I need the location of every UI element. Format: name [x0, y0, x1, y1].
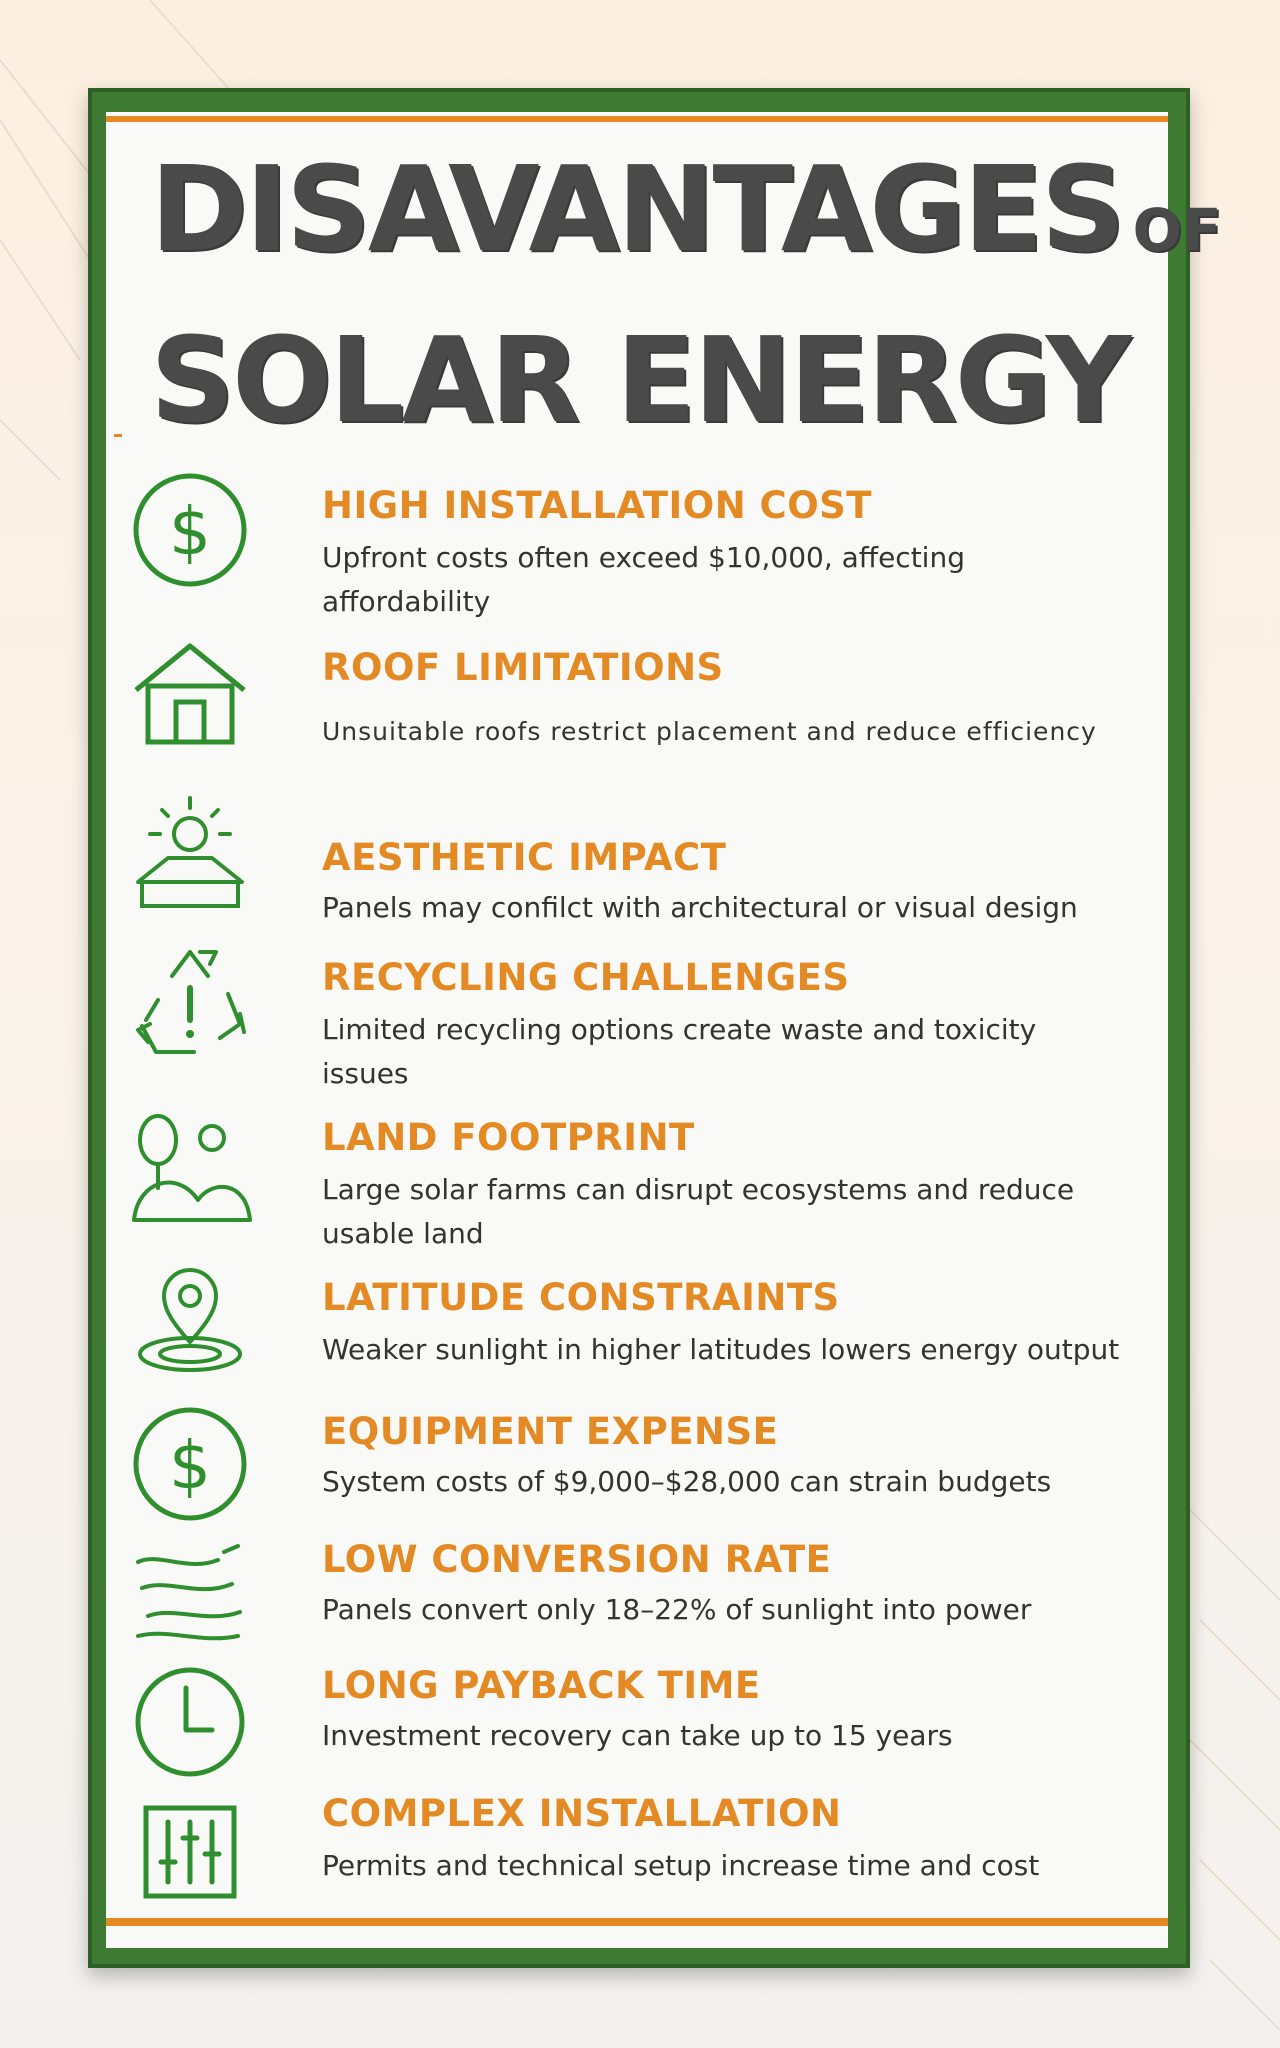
svg-text:$: $	[169, 1427, 211, 1504]
item-description: Permits and technical setup increase time and cost	[322, 1849, 1040, 1882]
sliders-icon	[128, 1792, 252, 1916]
item-description: System costs of $9,000–$28,000 can strain budgets	[322, 1465, 1052, 1498]
recycle-warning-icon	[128, 942, 252, 1066]
item-title: RECYCLING CHALLENGES	[322, 956, 850, 999]
item-description: Panels may confilct with architectural or visual design	[322, 891, 1078, 924]
item-title: ROOF LIMITATIONS	[322, 646, 724, 689]
dollar-circle-icon	[128, 468, 252, 592]
item-title: EQUIPMENT EXPENSE	[322, 1410, 779, 1453]
item-title: LAND FOOTPRINT	[322, 1116, 695, 1159]
bottom-accent-bar	[106, 1918, 1168, 1926]
land-tree-icon	[128, 1110, 252, 1234]
sun-house-icon	[128, 792, 252, 916]
dollar-circle-icon	[128, 1402, 252, 1526]
svg-text:$: $	[169, 493, 211, 570]
accent-mark	[114, 434, 122, 437]
house-icon	[128, 632, 252, 756]
item-title: AESTHETIC IMPACT	[322, 836, 727, 879]
item-description: Upfront costs often exceed $10,000, affecting affordability	[322, 541, 965, 618]
title-line-1	[150, 134, 1222, 305]
title-word-main: DISAVANTAGES	[150, 140, 1123, 278]
wind-waves-icon	[128, 1532, 252, 1656]
title-word-of: OF	[1132, 196, 1222, 264]
item-description: Investment recovery can take up to 15 years	[322, 1719, 953, 1752]
location-pin-icon	[128, 1262, 252, 1386]
item-description: Unsuitable roofs restrict placement and reduce efficiency	[322, 717, 1097, 746]
clock-icon	[128, 1660, 252, 1784]
item-description: Limited recycling options create waste and toxicity issues	[322, 1013, 1037, 1090]
item-title: LONG PAYBACK TIME	[322, 1664, 761, 1707]
item-title: HIGH INSTALLATION COST	[322, 484, 873, 527]
page-title	[150, 134, 1222, 455]
item-description: Weaker sunlight in higher latitudes lowers energy output	[322, 1333, 1120, 1366]
item-description: Panels convert only 18–22% of sunlight into power	[322, 1593, 1032, 1626]
item-title: LOW CONVERSION RATE	[322, 1538, 832, 1581]
item-title: LATITUDE CONSTRAINTS	[322, 1276, 840, 1319]
item-title: COMPLEX INSTALLATION	[322, 1792, 842, 1835]
infographic-card	[106, 112, 1222, 1948]
top-accent-bar	[106, 116, 1168, 122]
item-description: Large solar farms can disrupt ecosystems and reduce usable land	[322, 1173, 1075, 1250]
title-line-2: SOLAR ENERGY	[150, 311, 1129, 449]
